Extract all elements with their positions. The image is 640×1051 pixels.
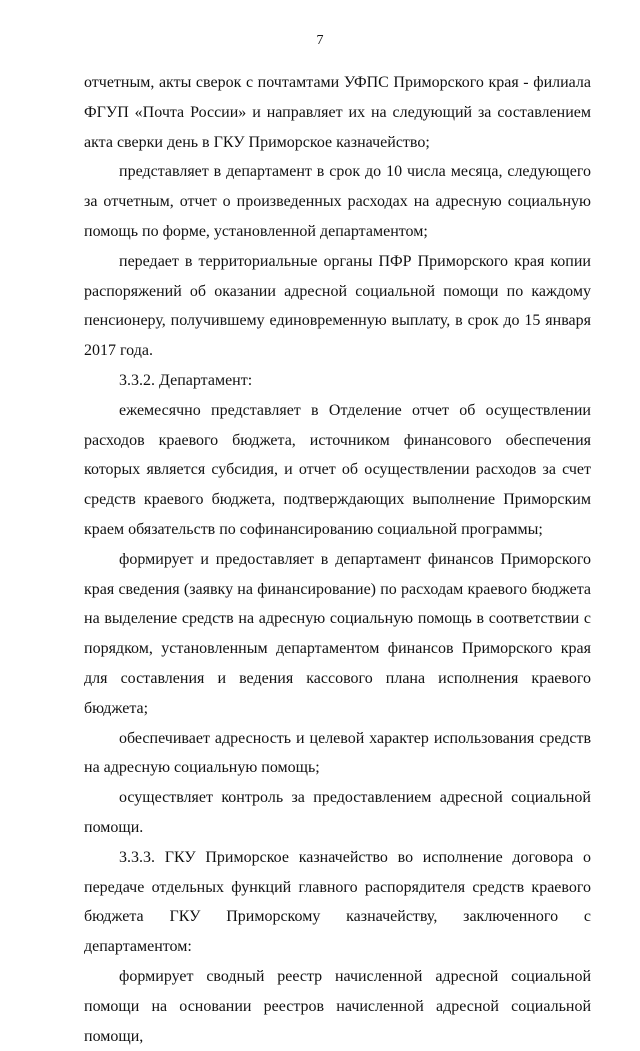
section-heading-3-3-2: 3.3.2. Департамент:	[119, 371, 253, 389]
document-body	[84, 68, 591, 1051]
paragraph-monthly-expense-report: представляет в департамент в срок до 10 числа месяца, следующего за отчетным, отчет о произведенных расходах на адресную социальную помощь по форме, установленной департаментом;	[84, 163, 591, 240]
paragraph-control: осуществляет контроль за предоставлением адресной социальной помощи.	[84, 789, 591, 836]
paragraph-monthly-report-to-branch: ежемесячно представляет в Отделение отчет об осуществлении расходов краевого бюджета, источником финансового обеспечения которых является субсидия, и отчет об осуществлении расходов за счет средств краевого бюджета, подтверждающих выполнение Приморским краем обязательств по софинансированию социальной программы;	[84, 401, 591, 538]
section-heading-3-3-3: 3.3.3. ГКУ Приморское казначейство во исполнение договора о передаче отдельных функций главного распорядителя средств краевого бюджета ГКУ Приморскому казначейству, заключенного с департаментом:	[84, 848, 591, 956]
paragraph-financing-request: формирует и предоставляет в департамент финансов Приморского края сведения (заявку на финансирование) по расходам краевого бюджета на выделение средств на адресную социальную помощь в соответствии с порядком, установленным департаментом финансов Приморского края для составления и ведения кассового плана исполнения краевого бюджета;	[84, 550, 591, 717]
paragraph-targeted-use: обеспечивает адресность и целевой характер использования средств на адресную социальную помощь;	[84, 729, 591, 777]
page-number: 7	[316, 33, 324, 48]
paragraph-pfr-copies: передает в территориальные органы ПФР Приморского края копии распоряжений об оказании адресной социальной помощи по каждому пенсионеру, получившему единовременную выплату, в срок до 15 января 2017 года.	[84, 252, 591, 360]
paragraph-post-office-reconciliation: отчетным, акты сверок с почтамтами УФПС Приморского края - филиала ФГУП «Почта России» и направляет их на следующий за составлением акта сверки день в ГКУ Приморское казначейство;	[84, 74, 591, 151]
paragraph-summary-registry: формирует сводный реестр начисленной адресной социальной помощи на основании реестров начисленной адресной социальной помощи,	[84, 967, 591, 1045]
